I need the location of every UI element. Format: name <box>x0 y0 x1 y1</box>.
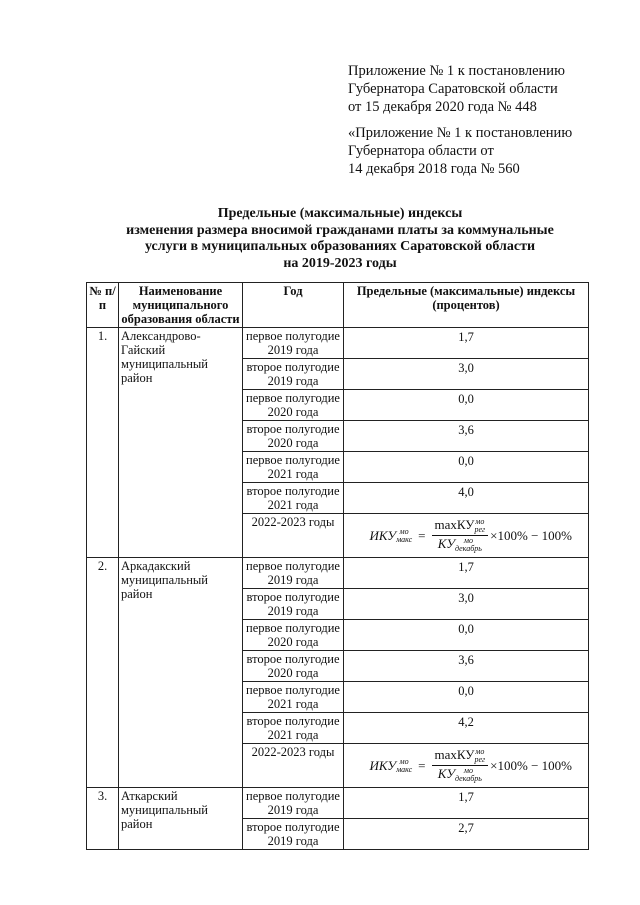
formula-num-indices <box>475 518 486 534</box>
formula-num-text: maxКУ <box>434 517 475 532</box>
index-value <box>344 514 589 558</box>
appendix-old-line-3: 14 декабря 2018 года № 560 <box>348 161 520 177</box>
period-label: первое полугодие 2021 года <box>243 682 344 713</box>
period-label: второе полугодие 2019 года <box>243 589 344 620</box>
period-label: 2022-2023 годы <box>243 744 344 788</box>
header-num: № п/п <box>87 283 119 328</box>
period-label: первое полугодие 2019 года <box>243 788 344 819</box>
index-value: 3,0 <box>344 589 589 620</box>
appendix-new-line-3: от 15 декабря 2020 года № 448 <box>348 99 537 115</box>
index-value: 0,0 <box>344 682 589 713</box>
formula-lhs: ИКУ <box>369 757 397 773</box>
row-number: 2. <box>87 558 119 788</box>
period-label: второе полугодие 2019 года <box>243 819 344 850</box>
period-label: первое полугодие 2021 года <box>243 452 344 483</box>
index-value: 3,6 <box>344 651 589 682</box>
index-value: 3,6 <box>344 421 589 452</box>
formula-den-sub: декабрь <box>454 544 482 554</box>
index-formula <box>346 748 586 783</box>
formula-num-sub: рег <box>474 525 486 535</box>
period-label: первое полугодие 2019 года <box>243 558 344 589</box>
appendix-new-reference <box>348 62 565 116</box>
period-label: второе полугодие 2021 года <box>243 483 344 514</box>
index-value <box>344 744 589 788</box>
index-value: 3,0 <box>344 359 589 390</box>
title-line-4: на 2019-2023 годы <box>283 255 397 271</box>
table-body <box>87 328 589 850</box>
formula-denominator <box>435 536 485 553</box>
formula-fraction <box>432 748 489 783</box>
formula-num-indices <box>475 748 486 764</box>
index-formula <box>346 518 586 553</box>
formula-numerator <box>432 518 489 536</box>
formula-lhs-sup: мо <box>399 526 409 536</box>
formula-num-sup: мо <box>475 747 485 757</box>
formula-lhs-indices <box>396 758 412 774</box>
table-row <box>87 558 589 589</box>
appendix-new-line-1: Приложение № 1 к постановлению <box>348 63 565 79</box>
formula-denominator <box>435 766 485 783</box>
index-value: 1,7 <box>344 558 589 589</box>
table-row <box>87 788 589 819</box>
title-line-1: Предельные (максимальные) индексы <box>217 206 463 221</box>
appendix-new-line-2: Губернатора Саратовской области <box>348 81 558 97</box>
formula-tail: ×100% − 100% <box>490 757 572 773</box>
formula-den-text: КУ <box>437 536 455 552</box>
formula-num-text: maxКУ <box>434 747 475 762</box>
formula-den-indices <box>455 537 482 553</box>
index-value: 2,7 <box>344 819 589 850</box>
formula-lhs-indices <box>396 528 412 544</box>
municipality-name: Аркадакский муниципальный район <box>119 558 243 788</box>
formula-equals: = <box>418 757 426 773</box>
formula-num-sub: рег <box>474 755 486 765</box>
index-value: 0,0 <box>344 620 589 651</box>
header-year: Год <box>243 283 344 328</box>
formula-tail: ×100% − 100% <box>490 527 572 543</box>
row-number: 1. <box>87 328 119 558</box>
index-value: 0,0 <box>344 452 589 483</box>
indices-table <box>86 282 589 850</box>
row-number: 3. <box>87 788 119 850</box>
formula-den-sup: мо <box>463 766 473 776</box>
formula-equals: = <box>418 527 426 543</box>
municipality-name: Аткарский муниципальный район <box>119 788 243 850</box>
period-label: второе полугодие 2021 года <box>243 713 344 744</box>
period-label: первое полугодие 2020 года <box>243 620 344 651</box>
index-value: 4,0 <box>344 483 589 514</box>
formula-den-sup: мо <box>463 536 473 546</box>
municipality-name: Александрово-Гайский муниципальный район <box>119 328 243 558</box>
formula-den-sub: декабрь <box>454 774 482 784</box>
formula-numerator <box>432 748 489 766</box>
appendix-old-line-1: «Приложение № 1 к постановлению <box>348 125 573 141</box>
index-value: 1,7 <box>344 788 589 819</box>
period-label: 2022-2023 годы <box>243 514 344 558</box>
title-line-2: изменения размера вносимой гражданами платы за коммунальные <box>126 222 554 238</box>
period-label: второе полугодие 2020 года <box>243 421 344 452</box>
period-label: первое полугодие 2020 года <box>243 390 344 421</box>
title-line-3: услуги в муниципальных образованиях Саратовской области <box>144 239 536 254</box>
document-title <box>80 206 600 272</box>
index-value: 0,0 <box>344 390 589 421</box>
formula-den-indices <box>455 767 482 783</box>
table-row <box>87 328 589 359</box>
formula-lhs: ИКУ <box>369 527 397 543</box>
appendix-old-reference <box>348 124 572 178</box>
period-label: первое полугодие 2019 года <box>243 328 344 359</box>
period-label: второе полугодие 2020 года <box>243 651 344 682</box>
formula-lhs-sub: макс <box>396 534 413 544</box>
formula-fraction <box>432 518 489 553</box>
header-name: Наименование муниципального образования области <box>119 283 243 328</box>
index-value: 1,7 <box>344 328 589 359</box>
index-value: 4,2 <box>344 713 589 744</box>
table-header-row <box>87 283 589 328</box>
formula-lhs-sub: макс <box>396 764 413 774</box>
formula-lhs-sup: мо <box>399 756 409 766</box>
period-label: второе полугодие 2019 года <box>243 359 344 390</box>
formula-den-text: КУ <box>437 766 455 782</box>
appendix-old-line-2: Губернатора области от <box>348 143 494 159</box>
formula-num-sup: мо <box>475 517 485 527</box>
header-index: Предельные (максимальные) индексы (процентов) <box>344 283 589 328</box>
